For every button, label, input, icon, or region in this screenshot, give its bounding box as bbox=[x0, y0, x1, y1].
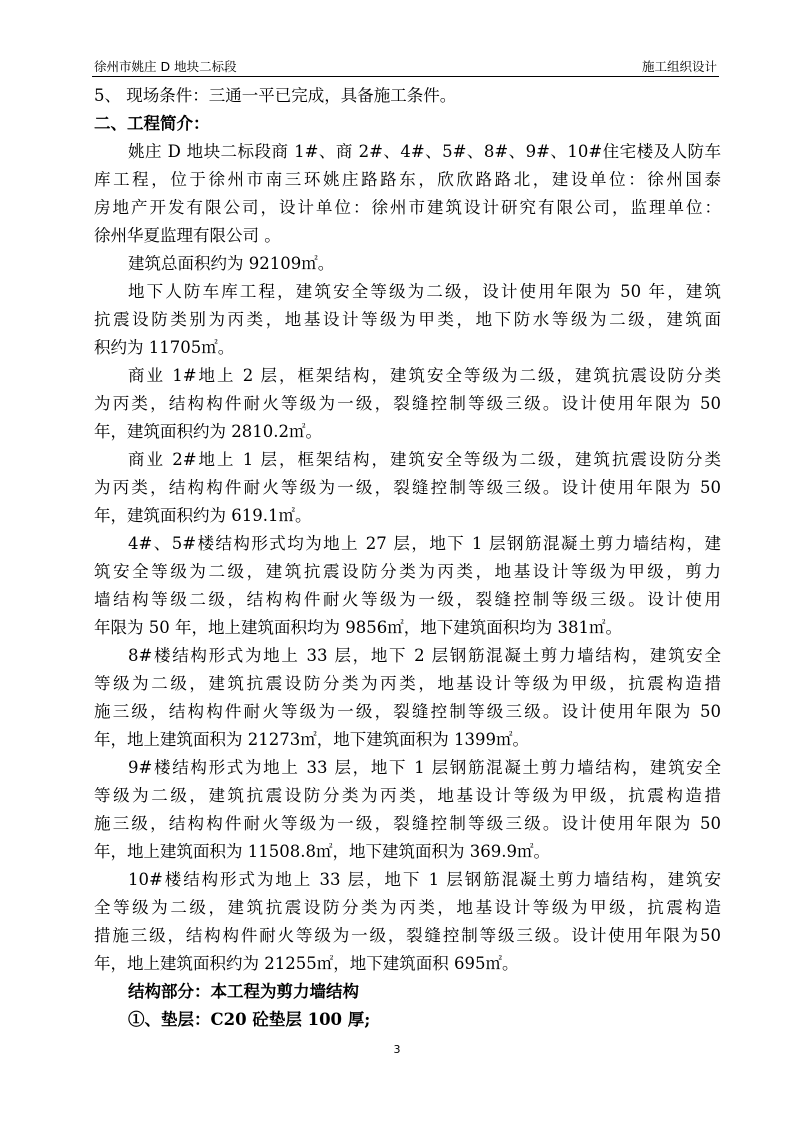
text-line bbox=[94, 474, 721, 502]
text-line bbox=[94, 446, 721, 474]
text-line-content: 建筑总面积约为 92109㎡。 bbox=[128, 254, 335, 273]
text-line bbox=[94, 1006, 721, 1034]
text-line-content: 年，地上建筑面积为 11508.8㎡，地下建筑面积为 369.9㎡。 bbox=[94, 842, 550, 861]
text-line bbox=[94, 642, 721, 670]
text-line bbox=[94, 978, 721, 1006]
header-project-name: 徐州市姚庄 D 地块二标段 bbox=[94, 59, 237, 74]
text-line-content: 措施三级，结构构件耐火等级为一级，裂缝控制等级三级。设计使用年限为50 bbox=[94, 926, 721, 945]
text-line bbox=[94, 754, 721, 782]
text-line bbox=[94, 838, 721, 866]
text-line-content: 墙结构等级二级，结构构件耐火等级为一级，裂缝控制等级三级。设计使用 bbox=[94, 590, 721, 609]
text-line bbox=[94, 390, 721, 418]
text-line bbox=[94, 586, 721, 614]
text-line bbox=[94, 166, 721, 194]
text-line-content: 商业 2#地上 1 层，框架结构，建筑安全等级为二级，建筑抗震设防分类 bbox=[128, 450, 721, 469]
text-line bbox=[94, 82, 721, 110]
text-line bbox=[94, 782, 721, 810]
text-line-content: 8#楼结构形式为地上 33 层，地下 2 层钢筋混凝土剪力墙结构，建筑安全 bbox=[128, 646, 721, 665]
text-line bbox=[94, 222, 721, 250]
text-line-content: 等级为二级，建筑抗震设防分类为丙类，地基设计等级为甲级，抗震构造措 bbox=[94, 674, 721, 693]
text-line-content: 徐州华夏监理有限公司 。 bbox=[94, 226, 281, 245]
text-line bbox=[94, 110, 721, 138]
text-line bbox=[94, 558, 721, 586]
text-line-content: 全等级为二级，建筑抗震设防分类为丙类，地基设计等级为甲级，抗震构造 bbox=[94, 898, 721, 917]
text-line bbox=[94, 866, 721, 894]
text-line-content: 等级为二级，建筑抗震设防分类为丙类，地基设计等级为甲级，抗震构造措 bbox=[94, 786, 721, 805]
text-line bbox=[94, 334, 721, 362]
text-line bbox=[94, 726, 721, 754]
text-line-content: 为丙类，结构构件耐火等级为一级，裂缝控制等级三级。设计使用年限为 50 bbox=[94, 478, 721, 497]
text-line-content: 5、 现场条件：三通一平已完成，具备施工条件。 bbox=[94, 86, 457, 105]
text-line-content: 年，地上建筑面积约为 21255㎡，地下建筑面积 695㎡。 bbox=[94, 954, 519, 973]
text-line bbox=[94, 362, 721, 390]
text-line bbox=[94, 530, 721, 558]
text-line bbox=[94, 418, 721, 446]
text-line bbox=[94, 810, 721, 838]
text-line-content: 商业 1#地上 2 层，框架结构，建筑安全等级为二级，建筑抗震设防分类 bbox=[128, 366, 721, 385]
text-line-content: 积约为 11705㎡。 bbox=[94, 338, 235, 357]
document-body bbox=[94, 82, 721, 1034]
text-line-content: 9#楼结构形式为地上 33 层，地下 1 层钢筋混凝土剪力墙结构，建筑安全 bbox=[128, 758, 721, 777]
text-line-content: 结构部分：本工程为剪力墙结构 bbox=[128, 982, 359, 1001]
text-line bbox=[94, 894, 721, 922]
text-line-content: 二、工程简介： bbox=[94, 114, 210, 133]
text-line-content: 库工程，位于徐州市南三环姚庄路路东，欣欣路路北，建设单位：徐州国泰 bbox=[94, 170, 721, 189]
text-line-content: 筑安全等级为二级，建筑抗震设防分类为丙类，地基设计等级为甲级，剪力 bbox=[94, 562, 721, 581]
text-line bbox=[94, 614, 721, 642]
text-line-content: ①、垫层：C20 砼垫层 100 厚; bbox=[128, 1010, 371, 1029]
header-document-type: 施工组织设计 bbox=[641, 59, 717, 74]
text-line-content: 年，建筑面积约为 2810.2㎡。 bbox=[94, 422, 322, 441]
text-line-content: 施三级，结构构件耐火等级为一级，裂缝控制等级三级。设计使用年限为 50 bbox=[94, 814, 721, 833]
text-line-content: 抗震设防类别为丙类，地基设计等级为甲类，地下防水等级为二级，建筑面 bbox=[94, 310, 721, 329]
text-line bbox=[94, 670, 721, 698]
text-line bbox=[94, 950, 721, 978]
text-line-content: 房地产开发有限公司，设计单位：徐州市建筑设计研究有限公司，监理单位： bbox=[94, 198, 721, 217]
text-line bbox=[94, 698, 721, 726]
text-line-content: 姚庄 D 地块二标段商 1#、商 2#、4#、5#、8#、9#、10#住宅楼及人防车 bbox=[128, 142, 721, 161]
page-header bbox=[92, 54, 719, 77]
text-line-content: 施三级，结构构件耐火等级为一级，裂缝控制等级三级。设计使用年限为 50 bbox=[94, 702, 721, 721]
text-line-content: 为丙类，结构构件耐火等级为一级，裂缝控制等级三级。设计使用年限为 50 bbox=[94, 394, 721, 413]
text-line-content: 4#、5#楼结构形式均为地上 27 层，地下 1 层钢筋混凝土剪力墙结构，建 bbox=[128, 534, 721, 553]
text-line bbox=[94, 502, 721, 530]
text-line-content: 年，地上建筑面积为 21273㎡，地下建筑面积为 1399㎡。 bbox=[94, 730, 529, 749]
page-number: 3 bbox=[393, 1043, 401, 1056]
text-line-content: 10#楼结构形式为地上 33 层，地下 1 层钢筋混凝土剪力墙结构，建筑安 bbox=[128, 870, 721, 889]
text-line-content: 年，建筑面积约为 619.1㎡。 bbox=[94, 506, 312, 525]
text-line bbox=[94, 138, 721, 166]
text-line bbox=[94, 194, 721, 222]
text-line bbox=[94, 306, 721, 334]
text-line bbox=[94, 250, 721, 278]
text-line bbox=[94, 922, 721, 950]
text-line-content: 年限为 50 年，地上建筑面积均为 9856㎡，地下建筑面积均为 381㎡。 bbox=[94, 618, 622, 637]
text-line bbox=[94, 278, 721, 306]
text-line-content: 地下人防车库工程，建筑安全等级为二级，设计使用年限为 50 年，建筑 bbox=[128, 282, 721, 301]
